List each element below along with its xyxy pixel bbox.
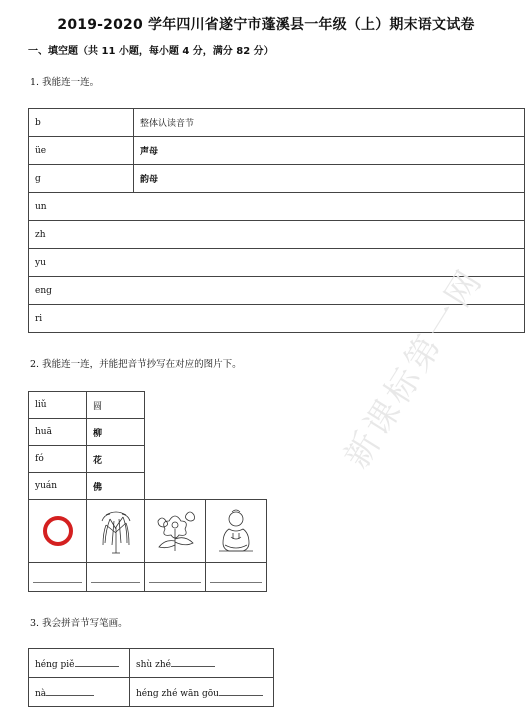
table-row: [29, 392, 267, 419]
char-cell: 佛: [87, 473, 145, 500]
char-cell: 柳: [87, 419, 145, 446]
flower-image: [150, 507, 200, 555]
stroke-cell[interactable]: [130, 678, 274, 707]
full-cell: ri: [29, 305, 525, 333]
full-cell: eng: [29, 277, 525, 305]
stroke-pinyin: héng zhé wān gōu: [136, 688, 219, 699]
table-row: [29, 419, 267, 446]
pinyin-cell: fó: [29, 446, 87, 473]
circle-image: [41, 514, 75, 548]
stroke-pinyin: shù zhé: [136, 659, 171, 670]
pinyin-cell: liǔ: [29, 392, 87, 419]
table-row: [29, 109, 525, 137]
answer-blank[interactable]: [29, 563, 87, 592]
table-row: [29, 193, 525, 221]
question-1-prompt: 1. 我能连一连。: [30, 77, 100, 88]
table-row: [29, 678, 274, 707]
char-cell: 圆: [87, 392, 145, 419]
stroke-pinyin: héng piě: [35, 659, 75, 670]
right-cell: 韵母: [134, 165, 525, 193]
section-heading: 一、填空题（共 11 小题，每小题 4 分，满分 82 分）: [28, 46, 274, 57]
answer-blank[interactable]: [87, 563, 145, 592]
answer-blank[interactable]: [206, 563, 267, 592]
image-row: [29, 500, 267, 563]
watermark: 新课标第一网: [336, 260, 492, 476]
answer-blank[interactable]: [145, 563, 206, 592]
table-row: [29, 649, 274, 678]
table-row: [29, 473, 267, 500]
image-cell: [29, 500, 87, 563]
left-cell: g: [29, 165, 134, 193]
question-3-prompt: 3. 我会拼音节写笔画。: [30, 618, 128, 629]
full-cell: un: [29, 193, 525, 221]
table-row: [29, 165, 525, 193]
pinyin-cell: huā: [29, 419, 87, 446]
full-cell: yu: [29, 249, 525, 277]
right-cell: 整体认读音节: [134, 109, 525, 137]
stroke-cell[interactable]: [29, 678, 130, 707]
willow-image: [92, 507, 140, 555]
stroke-cell[interactable]: [130, 649, 274, 678]
table-row: [29, 446, 267, 473]
table-row: [29, 137, 525, 165]
image-cell: [145, 500, 206, 563]
pinyin-cell: yuán: [29, 473, 87, 500]
question-2-prompt: 2. 我能连一连，并能把音节抄写在对应的图片下。: [30, 359, 242, 370]
stroke-pinyin: nà: [35, 688, 47, 699]
answer-row: [29, 563, 267, 592]
image-cell: [87, 500, 145, 563]
left-cell: üe: [29, 137, 134, 165]
full-cell: zh: [29, 221, 525, 249]
left-cell: b: [29, 109, 134, 137]
question-2-table: [28, 391, 267, 592]
stroke-cell[interactable]: [29, 649, 130, 678]
buddha-image: [213, 507, 259, 555]
image-cell: [206, 500, 267, 563]
table-row: [29, 221, 525, 249]
char-cell: 花: [87, 446, 145, 473]
question-3-table: [28, 648, 274, 707]
page-title: 2019-2020 学年四川省遂宁市蓬溪县一年级（上）期末语文试卷: [57, 17, 475, 33]
right-cell: 声母: [134, 137, 525, 165]
